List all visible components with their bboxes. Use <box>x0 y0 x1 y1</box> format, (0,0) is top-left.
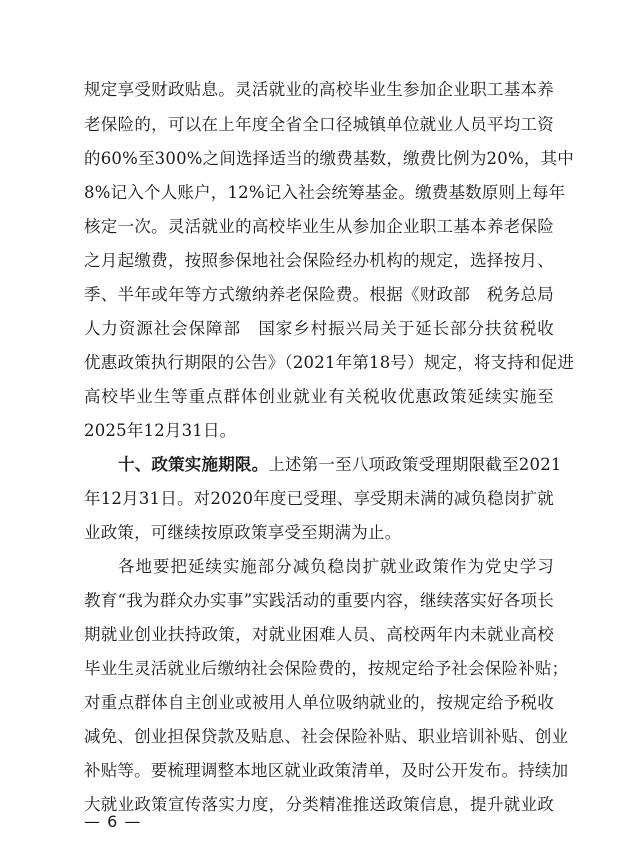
body-line: 人力资源社会保障部 国家乡村振兴局关于延长部分扶贫税收 <box>84 319 554 338</box>
body-line: 核定一次。灵活就业的高校毕业生从参加企业职工基本养老保险 <box>84 217 554 236</box>
section-10-heading: 十、政策实施期限。 <box>118 455 269 474</box>
body-line: 业政策，可继续按原政策享受至期满为止。 <box>84 523 402 542</box>
body-line: 减免、创业担保贷款及贴息、社会保险补贴、职业培训补贴、创业 <box>84 727 569 746</box>
body-line: 之月起缴费，按照参保地社会保险经办机构的规定，选择按月、 <box>84 251 554 270</box>
body-line: 对重点群体自主创业或被用人单位吸纳就业的，按规定给予税收 <box>84 693 554 712</box>
page-number: — 6 — <box>84 812 142 831</box>
body-line: 8%记入个人账户，12%记入社会统筹基金。缴费基数原则上每年 <box>84 183 566 202</box>
body-line: 季、半年或年等方式缴纳养老保险费。根据《财政部 税务总局 <box>84 285 554 304</box>
body-line: 大就业政策宣传落实力度，分类精准推送政策信息，提升就业政 <box>84 795 554 814</box>
body-line: 2025年12月31日。 <box>84 421 237 440</box>
closing-paragraph-line: 各地要把延续实施部分减负稳岗扩就业政策作为党史学习 <box>118 557 554 576</box>
body-line: 规定享受财政贴息。灵活就业的高校毕业生参加企业职工基本养 <box>84 80 554 99</box>
body-line: 高校毕业生等重点群体创业就业有关税收优惠政策延续实施至 <box>84 387 554 406</box>
body-line: 期就业创业扶持政策，对就业困难人员、高校两年内未就业高校 <box>84 625 554 644</box>
section-10-line <box>118 453 562 477</box>
body-line: 毕业生灵活就业后缴纳社会保险费的，按规定给予社会保险补贴； <box>84 659 569 678</box>
body-line: 老保险的，可以在上年度全省全口径城镇单位就业人员平均工资 <box>84 115 554 134</box>
body-line: 补贴等。要梳理调整本地区就业政策清单，及时公开发布。持续加 <box>84 761 569 780</box>
body-line: 的60%至300%之间选择适当的缴费基数，缴费比例为20%，其中 <box>84 149 574 168</box>
body-line: 教育“我为群众办实事”实践活动的重要内容，继续落实好各项长 <box>84 591 554 610</box>
body-line: 年12月31日。对2020年度已受理、享受期未满的减负稳岗扩就 <box>84 489 554 508</box>
body-line: 优惠政策执行期限的公告》（2021年第18号）规定，将支持和促进 <box>84 353 575 372</box>
section-10-text: 上述第一至八项政策受理期限截至2021 <box>268 455 562 474</box>
